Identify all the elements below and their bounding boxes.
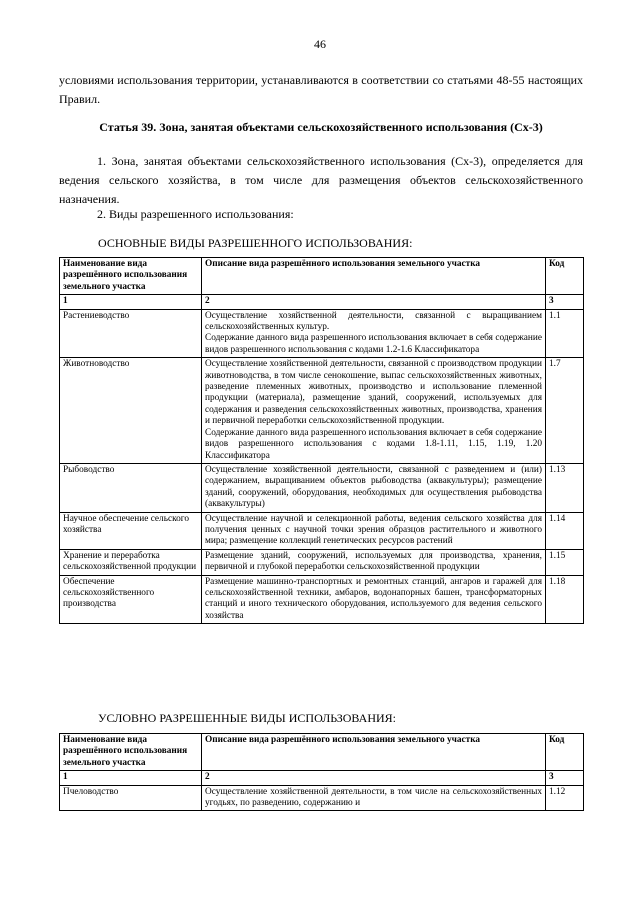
table-header-row	[60, 258, 584, 295]
use-code: 1.12	[546, 785, 584, 811]
intro-paragraph: условиями использования территории, устанавливаются в соответствии со статьями 48-55 настоящих Правил.	[59, 73, 583, 106]
column-number: 1	[60, 771, 202, 785]
table-row	[60, 549, 584, 575]
use-name: Научное обеспечение сельского хозяйства	[60, 512, 202, 549]
use-name: Пчеловодство	[60, 785, 202, 811]
use-name: Рыбоводство	[60, 463, 202, 512]
use-code: 1.13	[546, 463, 584, 512]
column-number: 3	[546, 295, 584, 309]
header-code: Код	[546, 258, 584, 295]
use-name: Хранение и переработка сельскохозяйственной продукции	[60, 549, 202, 575]
column-number: 3	[546, 771, 584, 785]
table-row	[60, 358, 584, 464]
table-header-row	[60, 734, 584, 771]
use-name: Животноводство	[60, 358, 202, 464]
use-name: Растениеводство	[60, 309, 202, 358]
table-row	[60, 463, 584, 512]
header-description: Описание вида разрешённого использования земельного участка	[202, 734, 546, 771]
use-description: Размещение машинно-транспортных и ремонтных станций, ангаров и гаражей для сельскохозяйственной техники, амбаров, водонапорных башен, трансформаторных станций и иного технического оборудования, используемого для ведения сельского хозяйства	[202, 575, 546, 624]
use-description: Осуществление хозяйственной деятельности, связанной с разведением и (или) содержанием, выращиванием объектов рыбоводства (аквакультуры); размещение зданий, сооружений, оборудования, необходимых для осуществления рыбоводства (аквакультуры)	[202, 463, 546, 512]
table-number-row	[60, 771, 584, 785]
header-name: Наименование вида разрешённого использования земельного участка	[60, 734, 202, 771]
conditional-uses-table	[59, 733, 584, 811]
use-code: 1.14	[546, 512, 584, 549]
column-number: 2	[202, 295, 546, 309]
main-uses-table	[59, 257, 584, 624]
article-heading: Статья 39. Зона, занятая объектами сельскохозяйственного использования (Сх-3)	[99, 120, 543, 134]
table-row	[60, 785, 584, 811]
table-row	[60, 309, 584, 358]
main-uses-title: ОСНОВНЫЕ ВИДЫ РАЗРЕШЕННОГО ИСПОЛЬЗОВАНИЯ:	[98, 236, 413, 250]
use-code: 1.7	[546, 358, 584, 464]
column-number: 1	[60, 295, 202, 309]
paragraph-permitted-uses: 2. Виды разрешенного использования:	[97, 207, 294, 221]
header-description: Описание вида разрешённого использования земельного участка	[202, 258, 546, 295]
use-description: Осуществление хозяйственной деятельности, связанной с выращиванием сельскохозяйственных культур. Содержание данного вида разрешенного использования включает в себя содержание видов разрешенного использования с кодами 1.2-1.6 Классификатора	[202, 309, 546, 358]
use-name: Обеспечение сельскохозяйственного производства	[60, 575, 202, 624]
use-description: Размещение зданий, сооружений, используемых для производства, хранения, первичной и глубокой переработки сельскохозяйственной продукции	[202, 549, 546, 575]
conditional-uses-title: УСЛОВНО РАЗРЕШЕННЫЕ ВИДЫ ИСПОЛЬЗОВАНИЯ:	[98, 711, 396, 725]
table-row	[60, 575, 584, 624]
column-number: 2	[202, 771, 546, 785]
page-number: 46	[314, 37, 326, 51]
paragraph-zone-definition: 1. Зона, занятая объектами сельскохозяйственного использования (Сх-3), определяется для ведения сельского хозяйства, в том числе для размещения объектов сельскохозяйственного назначения.	[59, 154, 583, 206]
conditional-uses-table-wrapper	[59, 733, 585, 822]
use-code: 1.15	[546, 549, 584, 575]
use-description: Осуществление хозяйственной деятельности, в том числе на сельскохозяйственных угодьях, по разведению, содержанию и	[202, 785, 546, 811]
use-description: Осуществление научной и селекционной работы, ведения сельского хозяйства для получения ценных с научной точки зрения образцов растительного и животного мира; размещение коллекций генетических ресурсов растений	[202, 512, 546, 549]
use-code: 1.1	[546, 309, 584, 358]
use-description: Осуществление хозяйственной деятельности, связанной с производством продукции животноводства, в том числе сенокошение, выпас сельскохозяйственных животных, разведение племенных животных, производство и использование племенной продукции (материала), размещение зданий, сооружений, используемых для содержания и разведения сельскохозяйственных животных, производства, хранения и первичной переработки сельскохозяйственной продукции. Содержание данного вида разрешенного использования включает в себя содержание видов разрешенного использования с кодами 1.8-1.11, 1.15, 1.19, 1.20 Классификатора	[202, 358, 546, 464]
table-number-row	[60, 295, 584, 309]
table-row	[60, 512, 584, 549]
header-code: Код	[546, 734, 584, 771]
use-code: 1.18	[546, 575, 584, 624]
header-name: Наименование вида разрешённого использования земельного участка	[60, 258, 202, 295]
